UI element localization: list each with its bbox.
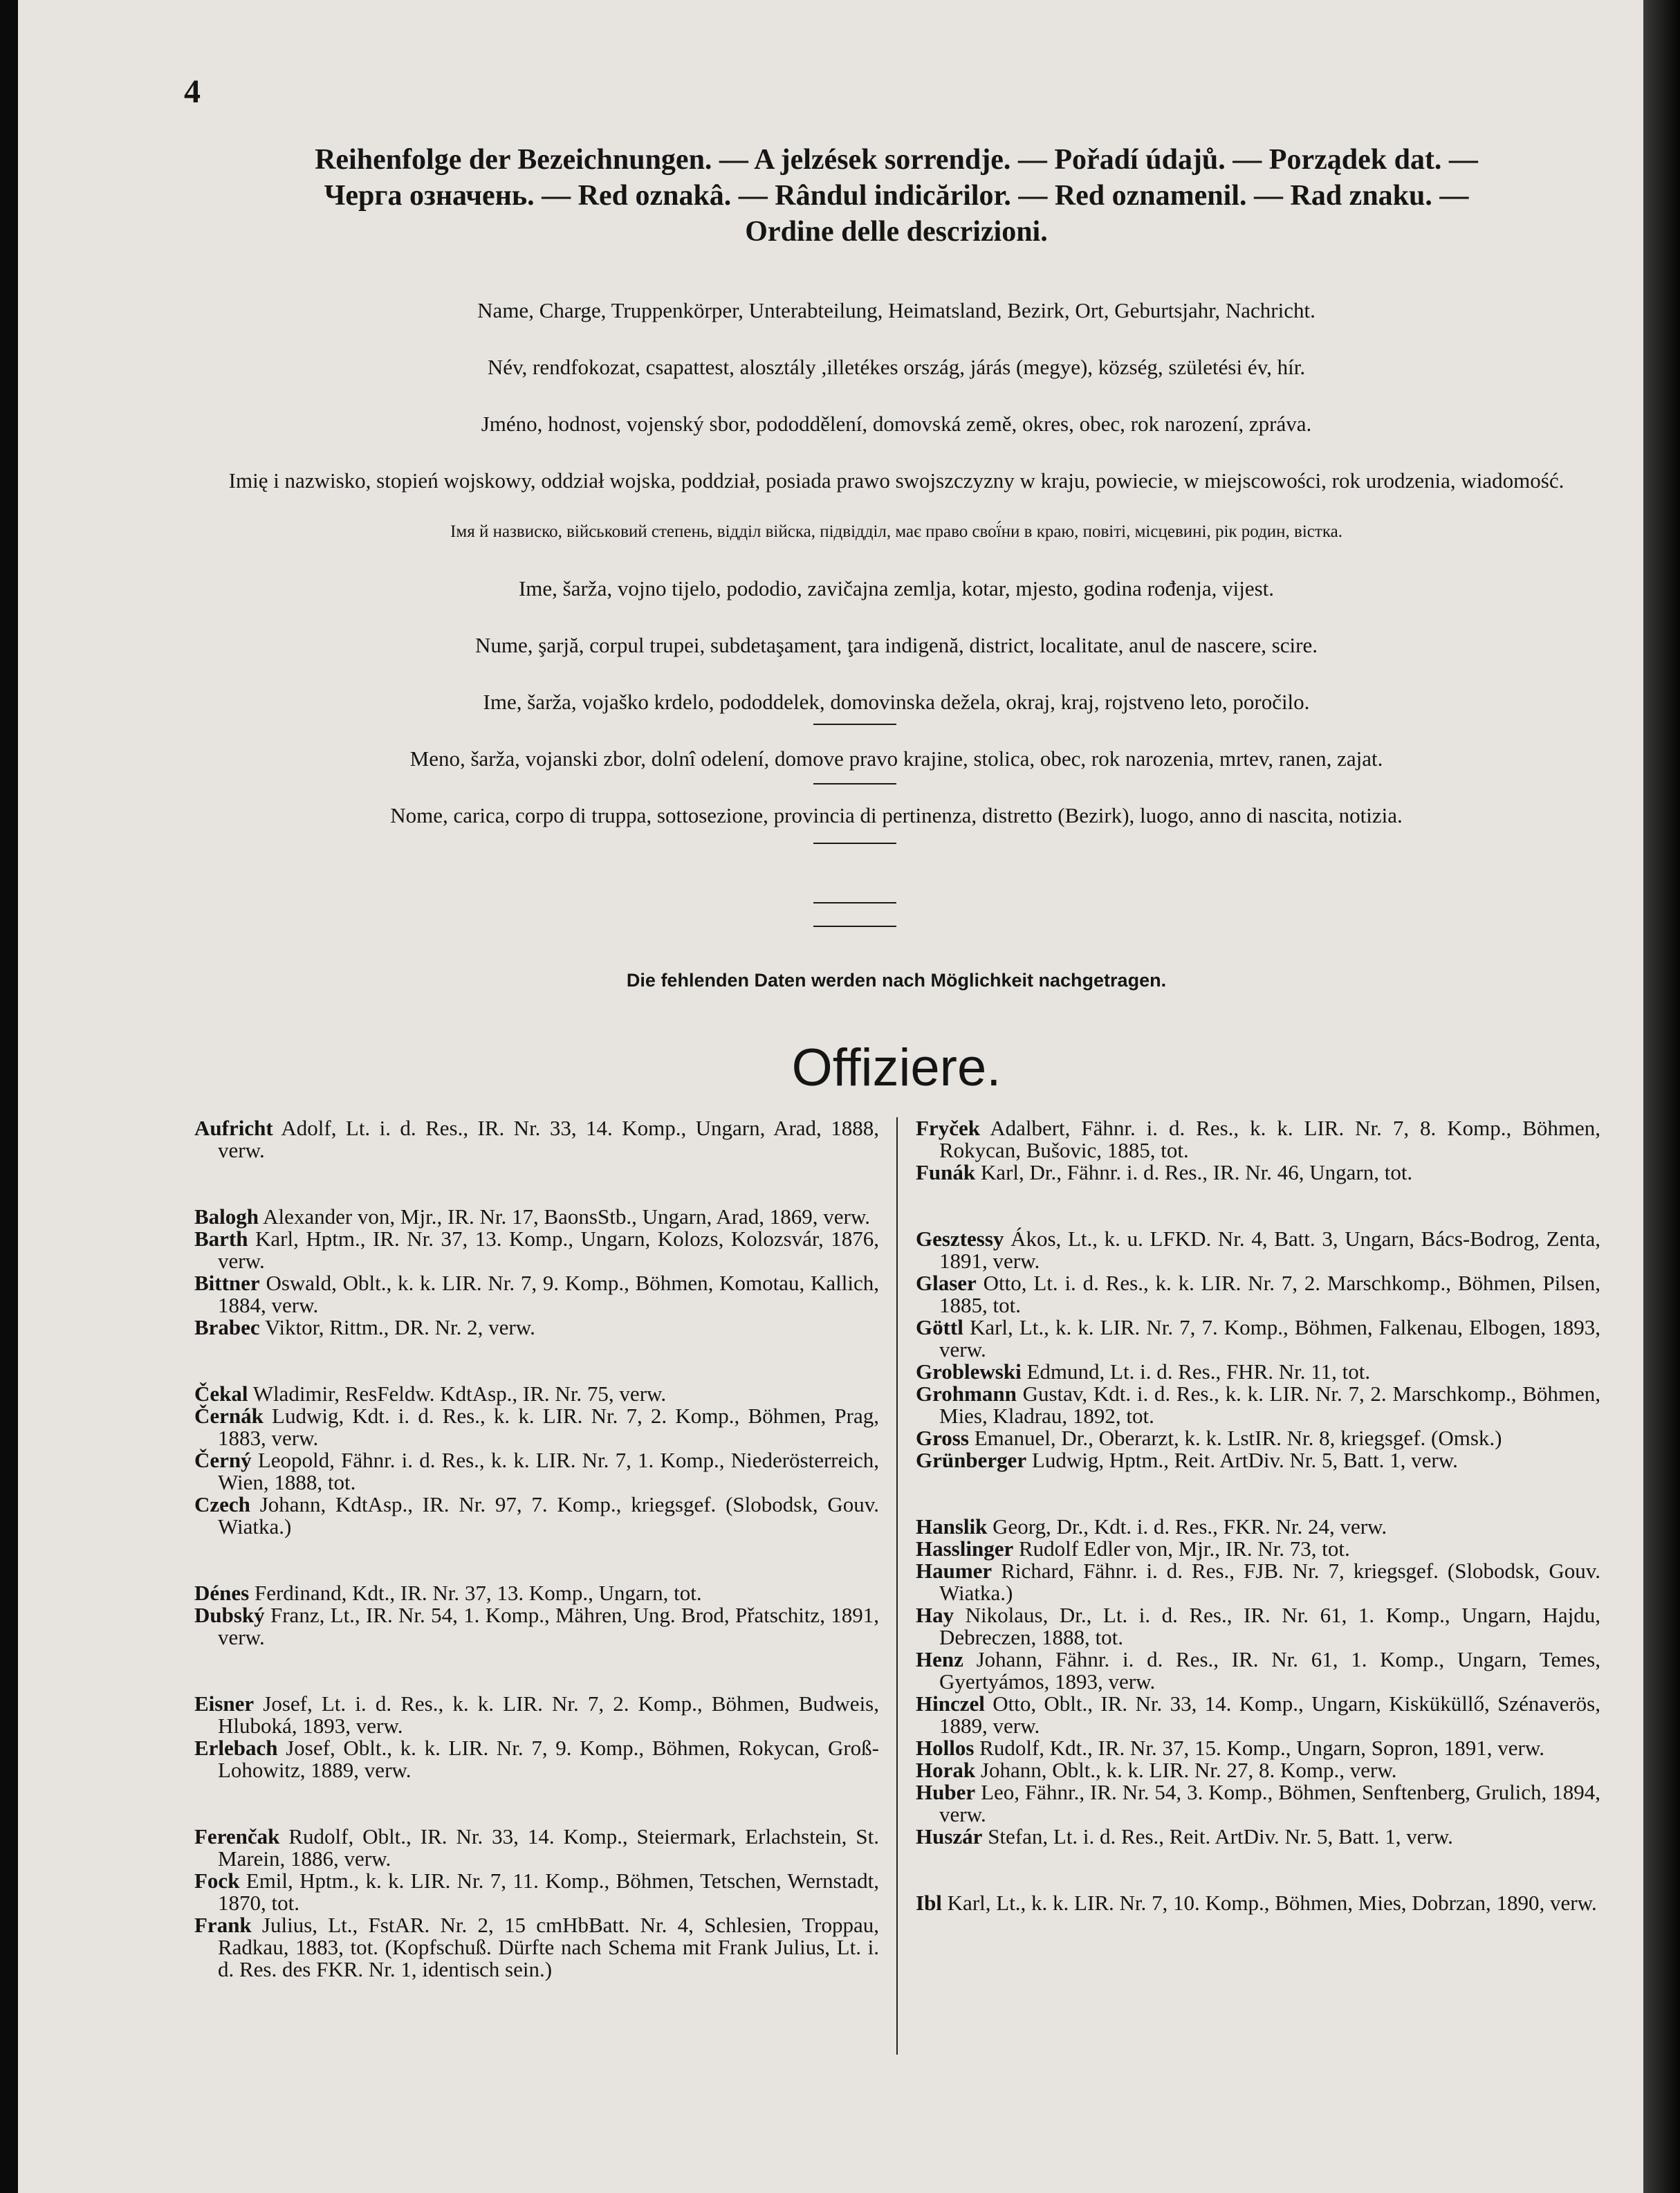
legend-line-slovenian: Ime, šarža, vojaško krdelo, pododdelek, domovinska dežela, okraj, kraj, rojstveno leto, poročilo.: [483, 690, 1310, 714]
missing-data-note: Die fehlenden Daten werden nach Möglichkeit nachgetragen.: [626, 970, 1167, 991]
legend-list: [191, 297, 1602, 859]
officer-details: Ferdinand, Kdt., IR. Nr. 37, 13. Komp., Ungarn, tot.: [249, 1581, 702, 1605]
officer-details: Franz, Lt., IR. Nr. 54, 1. Komp., Mähren, Ung. Brod, Přatschitz, 1891, verw.: [218, 1603, 879, 1649]
officer-details: Johann, Fähnr. i. d. Res., IR. Nr. 61, 1. Komp., Ungarn, Temes, Gyertyámos, 1893, verw.: [939, 1647, 1600, 1694]
officer-surname: Funák: [916, 1160, 976, 1184]
officer-details: Johann, Oblt., k. k. LIR. Nr. 27, 8. Komp., verw.: [975, 1758, 1397, 1782]
legend-line-german: Name, Charge, Truppenkörper, Unterabteilung, Heimatsland, Bezirk, Ort, Geburtsjahr, Nachricht.: [477, 298, 1316, 322]
officer-surname: Göttl: [916, 1315, 963, 1339]
divider-rule-1: [813, 724, 896, 725]
officer-surname: Hollos: [916, 1736, 975, 1760]
officer-entry: [916, 1693, 1600, 1737]
officer-entry: [194, 1206, 879, 1228]
right-column: [916, 1117, 1600, 1914]
officer-entry: [194, 1449, 879, 1494]
officer-surname: Ibl: [916, 1891, 942, 1915]
group-gap: [194, 1781, 879, 1826]
scan-edge: [1643, 0, 1680, 2193]
legend-line-ukrainian: Імя й назвиско, військовий степень, відділ війска, підвідділ, має право свої́ни в краю, повіті, місцевині, рік родин, вістка.: [450, 522, 1342, 541]
officer-surname: Barth: [194, 1227, 248, 1251]
officer-details: Otto, Lt. i. d. Res., k. k. LIR. Nr. 7, 2. Marschkomp., Böhmen, Pilsen, 1885, tot.: [939, 1271, 1600, 1317]
group-gap: [916, 1471, 1600, 1516]
officer-entry: [916, 1737, 1600, 1759]
officer-surname: Brabec: [194, 1315, 260, 1339]
officer-entry: [916, 1759, 1600, 1781]
officer-details: Johann, KdtAsp., IR. Nr. 97, 7. Komp., kriegsgef. (Slobodsk, Gouv. Wiatka.): [218, 1492, 879, 1539]
officer-entry: [916, 1538, 1600, 1560]
officer-entry: [194, 1693, 879, 1737]
left-column: [194, 1117, 879, 1981]
officer-details: Adolf, Lt. i. d. Res., IR. Nr. 33, 14. Komp., Ungarn, Arad, 1888, verw.: [218, 1116, 879, 1162]
officer-entry: [916, 1649, 1600, 1693]
officer-details: Richard, Fähnr. i. d. Res., FJB. Nr. 7, kriegsgef. (Slobodsk, Gouv. Wiatka.): [939, 1559, 1600, 1605]
officer-details: Otto, Oblt., IR. Nr. 33, 14. Komp., Ungarn, Kisküküllő, Szénaverös, 1889, verw.: [939, 1691, 1600, 1738]
legend-line-romanian: Nume, şarjă, corpul trupei, subdetaşament, ţara indigenă, district, localitate, anul de nascere, scire.: [474, 633, 1318, 657]
officer-details: Viktor, Rittm., DR. Nr. 2, verw.: [259, 1315, 535, 1339]
officer-surname: Fryček: [916, 1116, 980, 1140]
officer-surname: Aufricht: [194, 1116, 273, 1140]
section-heading-offiziere: Offiziere.: [791, 1038, 1001, 1097]
officer-surname: Grünberger: [916, 1448, 1027, 1472]
officer-details: Alexander von, Mjr., IR. Nr. 17, BaonsStb., Ungarn, Arad, 1869, verw.: [259, 1204, 871, 1229]
group-gap: [916, 1848, 1600, 1892]
officer-details: Emanuel, Dr., Oberarzt, k. k. LstIR. Nr. 8, kriegsgef. (Omsk.): [968, 1426, 1502, 1450]
officer-entry: [916, 1228, 1600, 1272]
legend-line-italian: Nome, carica, corpo di truppa, sottosezione, provincia di pertinenza, distretto (Bezirk), luogo, anno di nascita, notizia.: [390, 803, 1403, 827]
officer-entry: [194, 1870, 879, 1914]
officer-surname: Eisner: [194, 1691, 255, 1716]
officer-entry: [194, 1405, 879, 1449]
officer-surname: Erlebach: [194, 1736, 278, 1760]
divider-rule-2: [813, 783, 896, 784]
officer-entry: [194, 1914, 879, 1981]
officer-entry: [916, 1892, 1600, 1914]
column-divider: [896, 1117, 898, 2055]
officer-entry: [194, 1383, 879, 1405]
officer-surname: Černák: [194, 1404, 264, 1428]
group-gap: [194, 1538, 879, 1582]
officer-surname: Čekal: [194, 1382, 248, 1406]
officer-details: Ludwig, Hptm., Reit. ArtDiv. Nr. 5, Batt. 1, verw.: [1026, 1448, 1458, 1472]
title-line-2: Черга означень. — Red oznakâ. — Rândul indicărilor. — Red oznamenil. — Rad znaku. —: [324, 180, 1469, 212]
officer-surname: Grohmann: [916, 1382, 1017, 1406]
officer-entry: [916, 1427, 1600, 1449]
officer-details: Oswald, Oblt., k. k. LIR. Nr. 7, 9. Komp., Böhmen, Komotau, Kallich, 1884, verw.: [218, 1271, 879, 1317]
officer-entry: [194, 1826, 879, 1870]
officer-surname: Haumer: [916, 1559, 993, 1583]
officer-details: Gustav, Kdt. i. d. Res., k. k. LIR. Nr. 7, 2. Marschkomp., Böhmen, Mies, Kladrau, 1892, tot.: [939, 1382, 1600, 1428]
legend-line-czech: Jméno, hodnost, vojenský sbor, pododdělení, domovská země, okres, obec, rok narození, zpráva.: [481, 412, 1312, 436]
title-block: [191, 142, 1602, 250]
officer-details: Leo, Fähnr., IR. Nr. 54, 3. Komp., Böhmen, Senftenberg, Grulich, 1894, verw.: [939, 1780, 1600, 1826]
officer-details: Josef, Lt. i. d. Res., k. k. LIR. Nr. 7, 2. Komp., Böhmen, Budweis, Hluboká, 1893, verw.: [218, 1691, 879, 1738]
officer-surname: Glaser: [916, 1271, 977, 1295]
officer-surname: Dénes: [194, 1581, 250, 1605]
officer-surname: Huber: [916, 1780, 976, 1804]
officer-surname: Dubský: [194, 1603, 265, 1627]
officer-details: Ákos, Lt., k. u. LFKD. Nr. 4, Batt. 3, Ungarn, Bács-Bodrog, Zenta, 1891, verw.: [939, 1227, 1600, 1273]
officer-entry: [916, 1516, 1600, 1538]
officer-surname: Hasslinger: [916, 1536, 1014, 1561]
officer-details: Rudolf, Kdt., IR. Nr. 37, 15. Komp., Ungarn, Sopron, 1891, verw.: [974, 1736, 1545, 1760]
officer-surname: Černý: [194, 1448, 252, 1472]
officer-entry: [916, 1781, 1600, 1826]
officer-entry: [916, 1272, 1600, 1316]
officer-entry: [194, 1228, 879, 1272]
officer-details: Karl, Lt., k. k. LIR. Nr. 7, 10. Komp., Böhmen, Mies, Dobrzan, 1890, verw.: [941, 1891, 1597, 1915]
officer-details: Leopold, Fähnr. i. d. Res., k. k. LIR. Nr. 7, 1. Komp., Niederösterreich, Wien, 1888, tot.: [218, 1448, 879, 1494]
officer-details: Rudolf, Oblt., IR. Nr. 33, 14. Komp., Steiermark, Erlachstein, St. Marein, 1886, verw.: [218, 1824, 879, 1871]
officer-surname: Henz: [916, 1647, 963, 1671]
officer-entry: [194, 1582, 879, 1604]
group-gap: [916, 1184, 1600, 1228]
officer-surname: Gross: [916, 1426, 969, 1450]
group-gap: [194, 1339, 879, 1383]
officer-entry: [916, 1560, 1600, 1604]
officer-details: Karl, Hptm., IR. Nr. 37, 13. Komp., Ungarn, Kolozs, Kolozsvár, 1876, verw.: [218, 1227, 879, 1273]
officer-entry: [916, 1449, 1600, 1471]
legend-line-slovak: Meno, šarža, vojanski zbor, dolnî odelení, domove pravo krajine, stolica, obec, rok narozenia, mrtev, ranen, zajat.: [409, 746, 1383, 771]
officer-surname: Hinczel: [916, 1691, 985, 1716]
officer-surname: Fock: [194, 1869, 240, 1893]
officer-entry: [916, 1826, 1600, 1848]
officer-entry: [916, 1361, 1600, 1383]
officer-surname: Balogh: [194, 1204, 259, 1229]
officer-details: Adalbert, Fähnr. i. d. Res., k. k. LIR. Nr. 7, 8. Komp., Böhmen, Rokycan, Bušovic, 1885, tot.: [939, 1116, 1600, 1162]
officer-surname: Bittner: [194, 1271, 260, 1295]
legend-line-hungarian: Név, rendfokozat, csapattest, alosztály ,illetékes ország, járás (megye), község, születési év, hír.: [487, 355, 1306, 379]
officer-details: Karl, Dr., Fähnr. i. d. Res., IR. Nr. 46, Ungarn, tot.: [975, 1160, 1413, 1184]
officer-surname: Hanslik: [916, 1514, 988, 1539]
officer-surname: Czech: [194, 1492, 250, 1516]
officer-details: Wladimir, ResFeldw. KdtAsp., IR. Nr. 75, verw.: [248, 1382, 667, 1406]
officer-entry: [916, 1383, 1600, 1427]
officer-surname: Groblewski: [916, 1359, 1022, 1384]
officer-surname: Horak: [916, 1758, 976, 1782]
divider-rule-3: [813, 843, 896, 844]
divider-rule-4: [813, 902, 896, 903]
officer-entry: [194, 1316, 879, 1339]
group-gap: [194, 1649, 879, 1693]
title-line-1: Reihenfolge der Bezeichnungen. — A jelzések sorrendje. — Pořadí údajů. — Porządek dat. —: [315, 144, 1478, 176]
officer-entry: [194, 1737, 879, 1781]
officer-entry: [916, 1162, 1600, 1184]
page-number: 4: [184, 73, 201, 110]
officer-entry: [194, 1604, 879, 1649]
officer-surname: Ferenčak: [194, 1824, 280, 1848]
officer-details: Edmund, Lt. i. d. Res., FHR. Nr. 11, tot.: [1021, 1359, 1371, 1384]
officer-details: Julius, Lt., FstAR. Nr. 2, 15 cmHbBatt. Nr. 4, Schlesien, Troppau, Radkau, 1883, tot. (Kopfschuß. Dürfte nach Schema mit Frank Julius, Lt. i. d. Res. des FKR. Nr. 1, identisch sein.): [218, 1913, 879, 1981]
officer-details: Karl, Lt., k. k. LIR. Nr. 7, 7. Komp., Böhmen, Falkenau, Elbogen, 1893, verw.: [939, 1315, 1600, 1361]
officer-details: Emil, Hptm., k. k. LIR. Nr. 7, 11. Komp., Böhmen, Tetschen, Wernstadt, 1870, tot.: [218, 1869, 879, 1915]
officer-entry: [916, 1604, 1600, 1649]
divider-rule-5: [813, 926, 896, 927]
officer-details: Josef, Oblt., k. k. LIR. Nr. 7, 9. Komp., Böhmen, Rokycan, Groß-Lohowitz, 1889, verw.: [218, 1736, 879, 1782]
officer-surname: Frank: [194, 1913, 252, 1937]
legend-line-polish: Imię i nazwisko, stopień wojskowy, oddział wojska, poddział, posiada prawo swojszczyzny w kraju, powiecie, w miejscowości, rok urodzenia, wiadomość.: [228, 468, 1564, 493]
officer-details: Nikolaus, Dr., Lt. i. d. Res., IR. Nr. 61, 1. Komp., Ungarn, Hajdu, Debreczen, 1888, tot.: [939, 1603, 1600, 1649]
officer-entry: [194, 1117, 879, 1162]
officer-surname: Gesztessy: [916, 1227, 1004, 1251]
officer-details: Georg, Dr., Kdt. i. d. Res., FKR. Nr. 24, verw.: [987, 1514, 1387, 1539]
officer-surname: Hay: [916, 1603, 954, 1627]
officer-details: Ludwig, Kdt. i. d. Res., k. k. LIR. Nr. 7, 2. Komp., Böhmen, Prag, 1883, verw.: [218, 1404, 879, 1450]
scanned-page: [18, 0, 1643, 2193]
title-line-3: Ordine delle descrizioni.: [745, 216, 1048, 248]
legend-line-croatian: Ime, šarža, vojno tijelo, pododio, zavičajna zemlja, kotar, mjesto, godina rođenja, vijest.: [518, 576, 1275, 600]
officer-entry: [916, 1316, 1600, 1361]
officer-details: Rudolf Edler von, Mjr., IR. Nr. 73, tot.: [1013, 1536, 1350, 1561]
officer-entry: [194, 1494, 879, 1538]
officer-details: Stefan, Lt. i. d. Res., Reit. ArtDiv. Nr. 5, Batt. 1, verw.: [982, 1824, 1453, 1848]
group-gap: [194, 1162, 879, 1206]
officer-entry: [194, 1272, 879, 1316]
officer-entry: [916, 1117, 1600, 1162]
officer-surname: Huszár: [916, 1824, 983, 1848]
